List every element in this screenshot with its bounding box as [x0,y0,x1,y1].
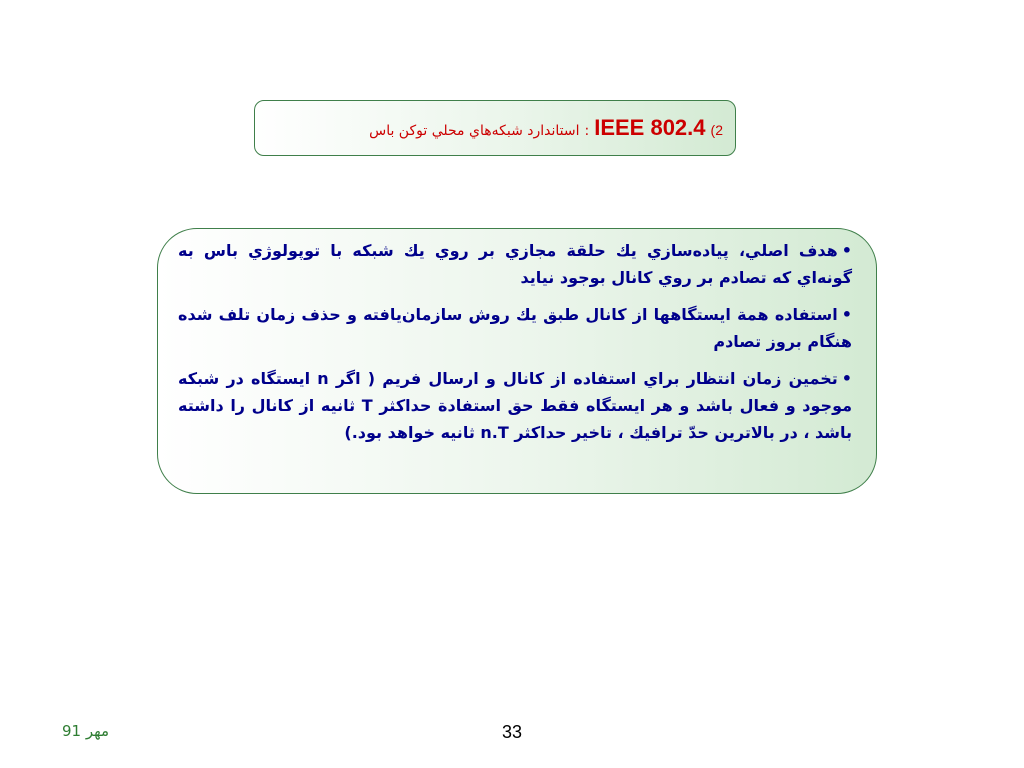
bullet-item [178,237,852,291]
title-text: استاندارد شبكه‌هاي محلي توكن باس [369,123,580,139]
title-separator: : [584,123,590,139]
slide-title [369,115,723,141]
page-number: 33 [501,722,523,742]
bullet-text: هدف اصلي، پياده‌سازي يك حلقة مجازي بر روي يك شبكه با توپولوژي باس به گونه‌اي كه تصادم بر روي كانال بوجود نيايد [178,241,852,287]
bullet-list [178,237,852,456]
bullet-text: تخمين زمان انتظار براي استفاده از كانال و ارسال فريم ( اگر n ايستگاه در شبكه موجود و فعال باشد و هر ايستگاه فقط حق استفادة حداكثر T ثانيه از كانال را داشته باشد ، در بالاترين حدّ ترافيك ، تاخير حداكثر n.T ثانيه خواهد بود.) [178,369,853,442]
content-box [157,228,877,494]
title-standard: IEEE 802.4 [594,115,706,140]
bullet-dot-icon: • [841,241,852,260]
bullet-item [178,365,852,446]
bullet-text: استفاده همة ايستگاهها از كانال طبق يك روش سازمان‌يافته و حذف زمان تلف شده هنگام بروز تصادم [178,305,852,351]
title-number: 2) [710,122,723,138]
bullet-item [178,301,852,355]
bullet-dot-icon: • [841,305,852,324]
footer-date: مهر 91 [62,722,110,740]
bullet-dot-icon: • [841,369,853,388]
title-box [254,100,736,156]
